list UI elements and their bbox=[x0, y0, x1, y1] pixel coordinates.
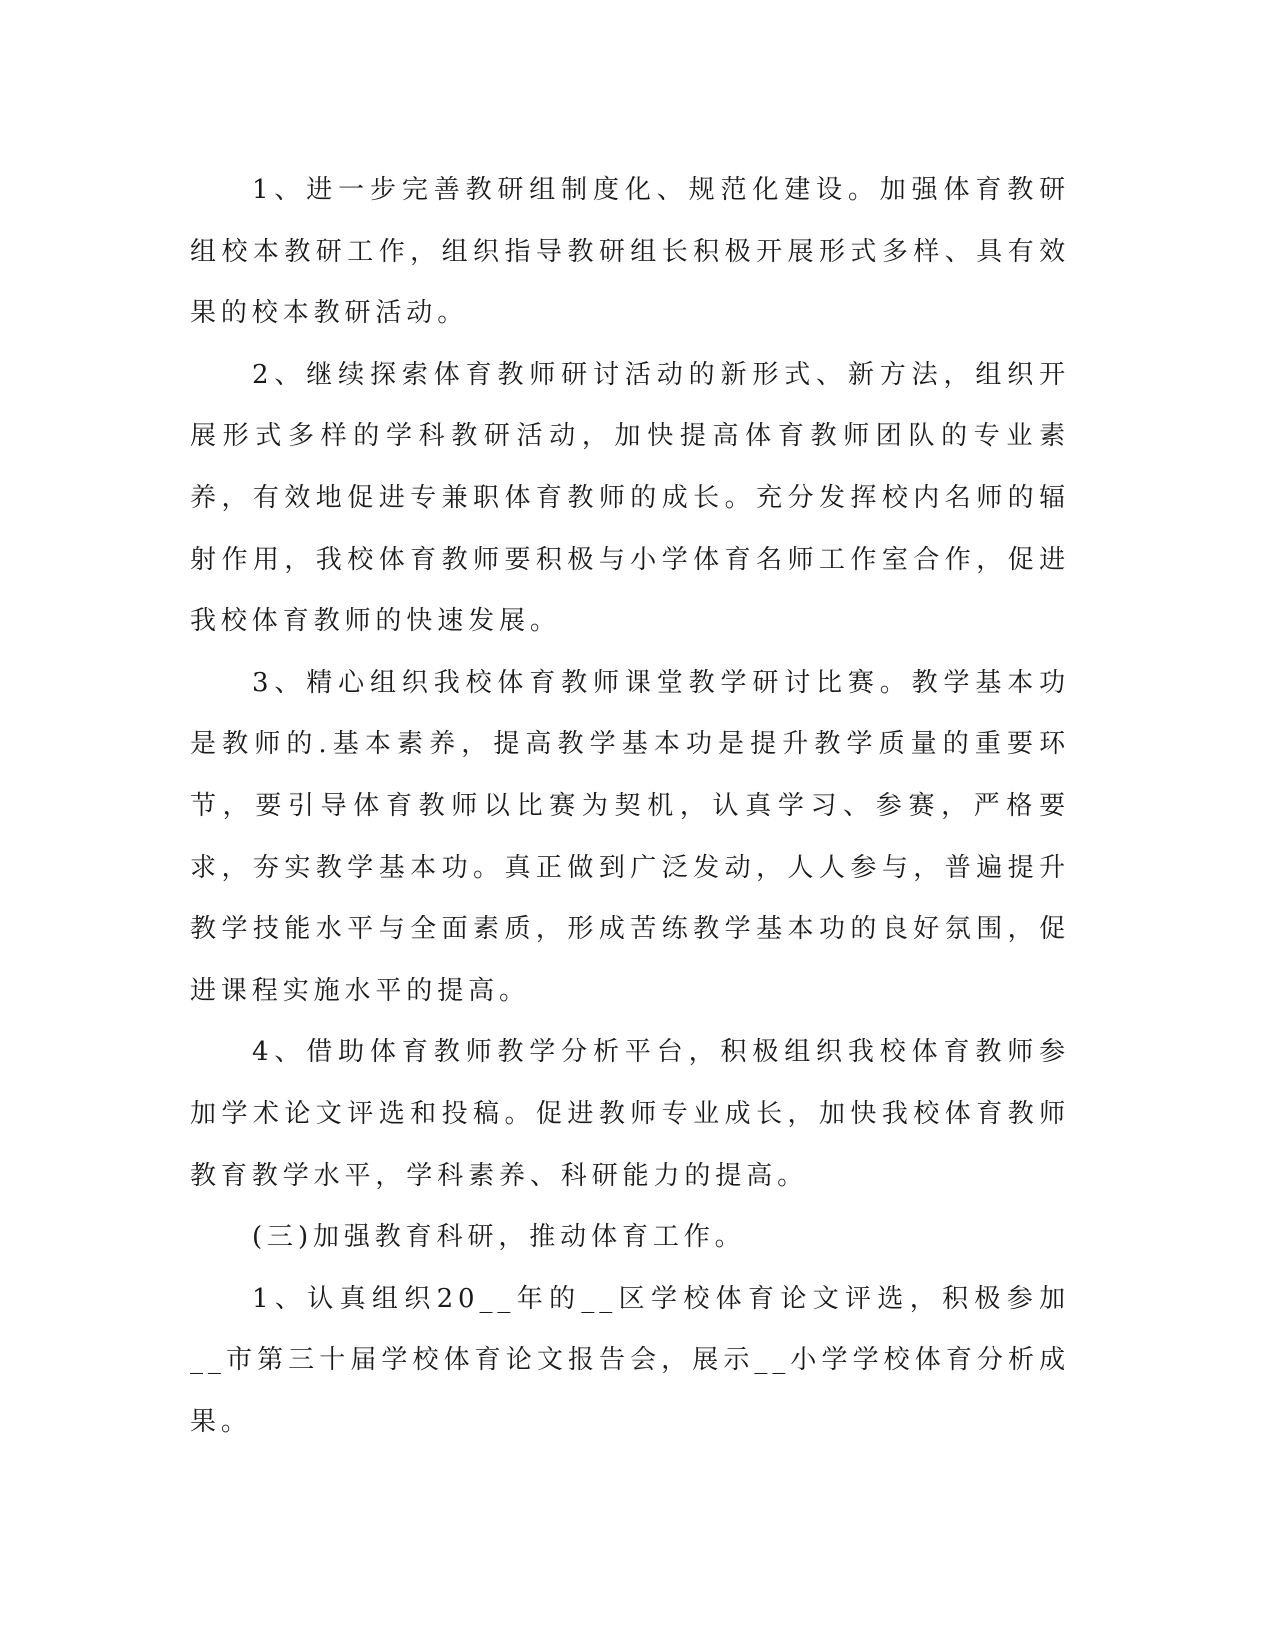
section-heading-3: (三)加强教育科研，推动体育工作。 bbox=[252, 1222, 746, 1253]
paragraph-item-3: 3、精心组织我校体育教师课堂教学研讨比赛。教学基本功是教师的.基本素养，提高教学基本功是提升教学质量的重要环节，要引导体育教师以比赛为契机，认真学习、参赛，严格要求，夯实教学基本功。真正做到广泛发动，人人参与，普遍提升教学技能水平与全面素质，形成苦练教学基本功的良好氛围，促进课程实施水平的提高。 bbox=[190, 667, 1070, 1006]
paragraph-item-5: 1、认真组织20__年的__区学校体育论文评选，积极参加__市第三十届学校体育论文报告会，展示__小学学校体育分析成果。 bbox=[190, 1283, 1070, 1437]
paragraph-item-4: 4、借助体育教师教学分析平台，积极组织我校体育教师参加学术论文评选和投稿。促进教师专业成长，加快我校体育教师教育教学水平，学科素养、科研能力的提高。 bbox=[190, 1037, 1070, 1191]
paragraph-item-2: 2、继续探索体育教师研讨活动的新形式、新方法，组织开展形式多样的学科教研活动，加快提高体育教师团队的专业素养，有效地促进专兼职体育教师的成长。充分发挥校内名师的辐射作用，我校体育教师要积极与小学体育名师工作室合作，促进我校体育教师的快速发展。 bbox=[190, 359, 1070, 637]
document-body bbox=[190, 160, 1070, 1453]
paragraph-item-1: 1、进一步完善教研组制度化、规范化建设。加强体育教研组校本教研工作，组织指导教研组长积极开展形式多样、具有效果的校本教研活动。 bbox=[190, 175, 1070, 329]
